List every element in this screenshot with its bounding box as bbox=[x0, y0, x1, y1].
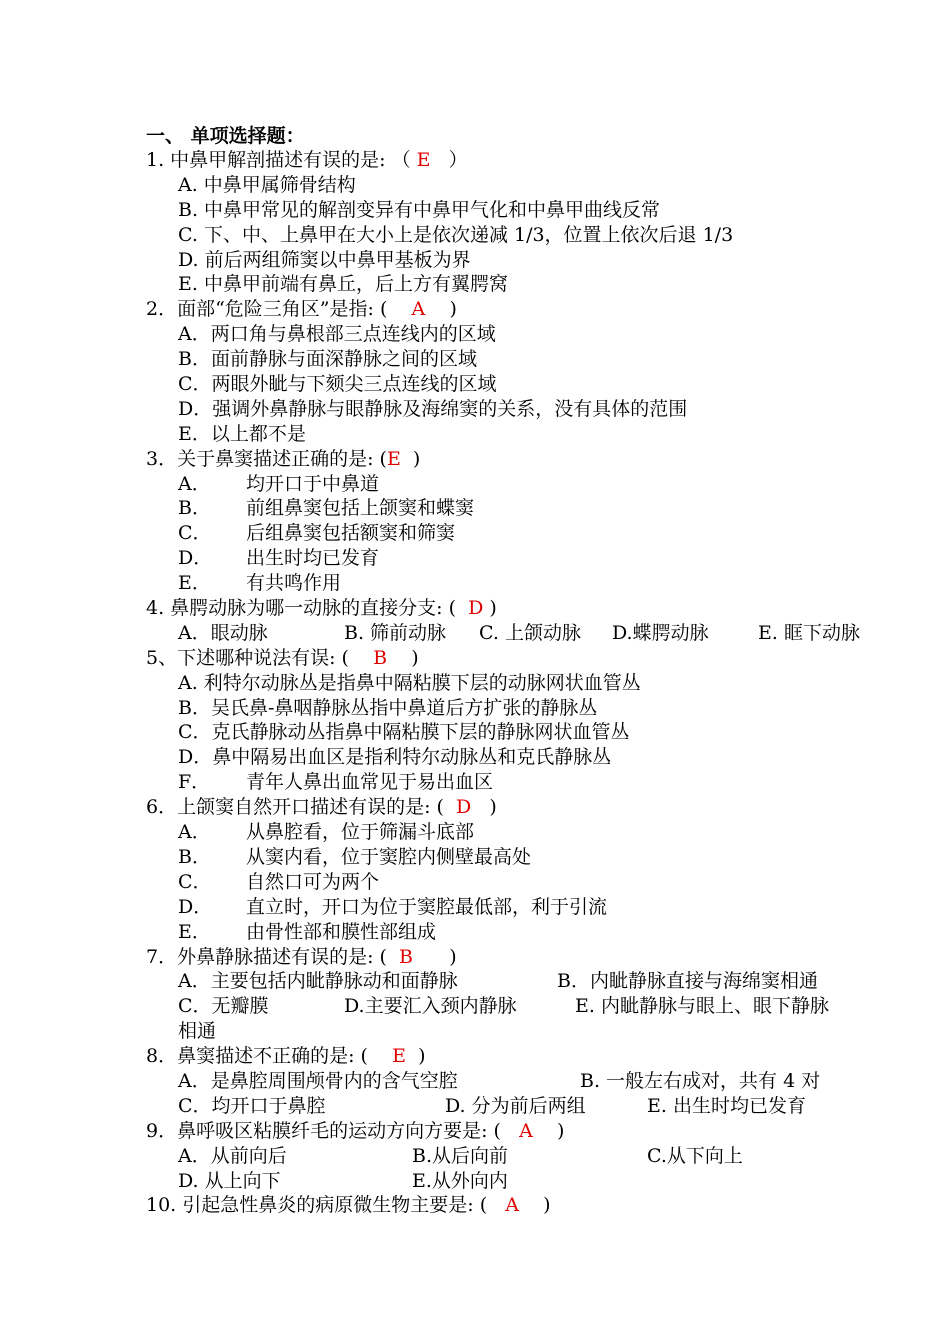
question-stem: 10. 引起急性鼻炎的病原微生物主要是: ( A ) bbox=[146, 1194, 551, 1217]
option-line: B． 从窦内看，位于窦腔内侧壁最高处 bbox=[178, 845, 532, 868]
option-item: B. 一般左右成对，共有 4 对 bbox=[580, 1069, 821, 1092]
option-line: C．克氏静脉动丛指鼻中隔粘膜下层的静脉网状血管丛 bbox=[178, 721, 630, 744]
answer-key: A bbox=[505, 1194, 519, 1217]
question-stem: 7．外鼻静脉描述有误的是: ( B ) bbox=[146, 945, 457, 968]
answer-key: D bbox=[468, 597, 484, 620]
option-line: A． 均开口于中鼻道 bbox=[178, 472, 380, 495]
question-stem: 5、下述哪种说法有误: ( B ) bbox=[146, 646, 419, 669]
option-line: A． 从鼻腔看，位于筛漏斗底部 bbox=[178, 821, 475, 844]
answer-key: E bbox=[416, 149, 431, 171]
option-line: D．强调外鼻静脉与眼静脉及海绵窦的关系，没有具体的范围 bbox=[178, 397, 688, 420]
option-line: F． 青年人鼻出血常见于易出血区 bbox=[178, 771, 494, 794]
question-stem: 8．鼻窦描述不正确的是: ( E ) bbox=[146, 1045, 426, 1068]
option-item: D. 分为前后两组 bbox=[445, 1094, 586, 1117]
option-item: E. 眶下动脉 bbox=[758, 621, 860, 644]
option-item: E.从外向内 bbox=[412, 1169, 508, 1192]
question-list bbox=[0, 148, 950, 1218]
option-line: A．两口角与鼻根部三点连线内的区域 bbox=[178, 323, 496, 346]
question-stem: 1. 中鼻甲解剖描述有误的是: （ E ） bbox=[146, 149, 468, 171]
option-line: A. 利特尔动脉丛是指鼻中隔粘膜下层的动脉网状血管丛 bbox=[178, 671, 641, 694]
option-line: C． 后组鼻窦包括额窦和筛窦 bbox=[178, 522, 456, 545]
inline-options-row bbox=[0, 1169, 950, 1194]
option-item: A．主要包括内眦静脉动和面静脉 bbox=[178, 970, 458, 993]
question-stem: 9．鼻呼吸区粘膜纤毛的运动方向方要是: ( A ) bbox=[146, 1119, 565, 1142]
inline-options-row bbox=[0, 1094, 950, 1119]
inline-options-row bbox=[0, 994, 950, 1019]
option-item: C．均开口于鼻腔 bbox=[178, 1094, 326, 1117]
option-line: C．两眼外眦与下颏尖三点连线的区域 bbox=[178, 373, 497, 396]
option-item: A．是鼻腔周围颅骨内的含气空腔 bbox=[178, 1069, 458, 1092]
option-line: D. 前后两组筛窦以中鼻甲基板为界 bbox=[178, 248, 471, 271]
answer-key: A bbox=[519, 1119, 533, 1142]
answer-key: A bbox=[411, 298, 426, 321]
option-line: 相通 bbox=[178, 1020, 217, 1043]
option-item: A．从前向后 bbox=[178, 1144, 287, 1167]
section-title: 一、 单项选择题： bbox=[146, 125, 305, 147]
option-item: B. 筛前动脉 bbox=[344, 621, 447, 644]
inline-options-row bbox=[0, 969, 950, 994]
answer-key: E bbox=[392, 1045, 406, 1068]
answer-key: B bbox=[399, 945, 414, 968]
inline-options-row bbox=[0, 1144, 950, 1169]
option-item: E. 内眦静脉与眼上、眼下静脉 bbox=[575, 995, 829, 1018]
option-line: E．以上都不是 bbox=[178, 422, 306, 445]
option-line: B． 前组鼻窦包括上颌窦和蝶窦 bbox=[178, 497, 475, 520]
option-item: A．眼动脉 bbox=[178, 621, 268, 644]
option-line: E． 由骨性部和膜性部组成 bbox=[178, 920, 437, 943]
option-item: B．内眦静脉直接与海绵窦相通 bbox=[557, 970, 818, 993]
option-item: E. 出生时均已发育 bbox=[647, 1094, 806, 1117]
question-stem: 6．上颌窦自然开口描述有误的是: ( D ) bbox=[146, 796, 497, 819]
question-stem: 2．面部“危险三角区”是指: ( A ) bbox=[146, 298, 457, 321]
option-line: B．面前静脉与面深静脉之间的区域 bbox=[178, 348, 477, 371]
option-item: D.主要汇入颈内静脉 bbox=[344, 995, 517, 1018]
option-line: A. 中鼻甲属筛骨结构 bbox=[178, 173, 356, 196]
inline-options-row bbox=[0, 621, 950, 646]
option-item: C.从下向上 bbox=[647, 1144, 743, 1167]
question-stem: 4. 鼻腭动脉为哪一动脉的直接分支: ( D ) bbox=[146, 597, 497, 620]
option-line: D． 出生时均已发育 bbox=[178, 547, 380, 570]
inline-options-row bbox=[0, 1069, 950, 1094]
option-item: B.从后向前 bbox=[412, 1144, 509, 1167]
option-line: C． 自然口可为两个 bbox=[178, 870, 380, 893]
option-item: D.蝶腭动脉 bbox=[612, 621, 709, 644]
option-line: B．吴氏鼻-鼻咽静脉丛指中鼻道后方扩张的静脉丛 bbox=[178, 696, 598, 719]
answer-key: B bbox=[373, 646, 388, 669]
answer-key: D bbox=[456, 796, 472, 819]
question-stem: 3．关于鼻窦描述正确的是: (E ) bbox=[146, 447, 421, 470]
option-line: D．鼻中隔易出血区是指利特尔动脉丛和克氏静脉丛 bbox=[178, 746, 612, 769]
option-line: E. 中鼻甲前端有鼻丘，后上方有翼腭窝 bbox=[178, 273, 508, 296]
option-item: C. 上颌动脉 bbox=[479, 621, 581, 644]
option-line: D． 直立时，开口为位于窦腔最低部，利于引流 bbox=[178, 895, 608, 918]
option-item: C．无瓣膜 bbox=[178, 995, 269, 1018]
answer-key: E bbox=[386, 447, 401, 470]
option-line: C. 下、中、上鼻甲在大小上是依次递减 1/3，位置上依次后退 1/3 bbox=[178, 223, 734, 246]
option-item: D. 从上向下 bbox=[178, 1169, 281, 1192]
option-line: B. 中鼻甲常见的解剖变异有中鼻甲气化和中鼻甲曲线反常 bbox=[178, 198, 661, 221]
option-line: E． 有共鸣作用 bbox=[178, 572, 342, 595]
